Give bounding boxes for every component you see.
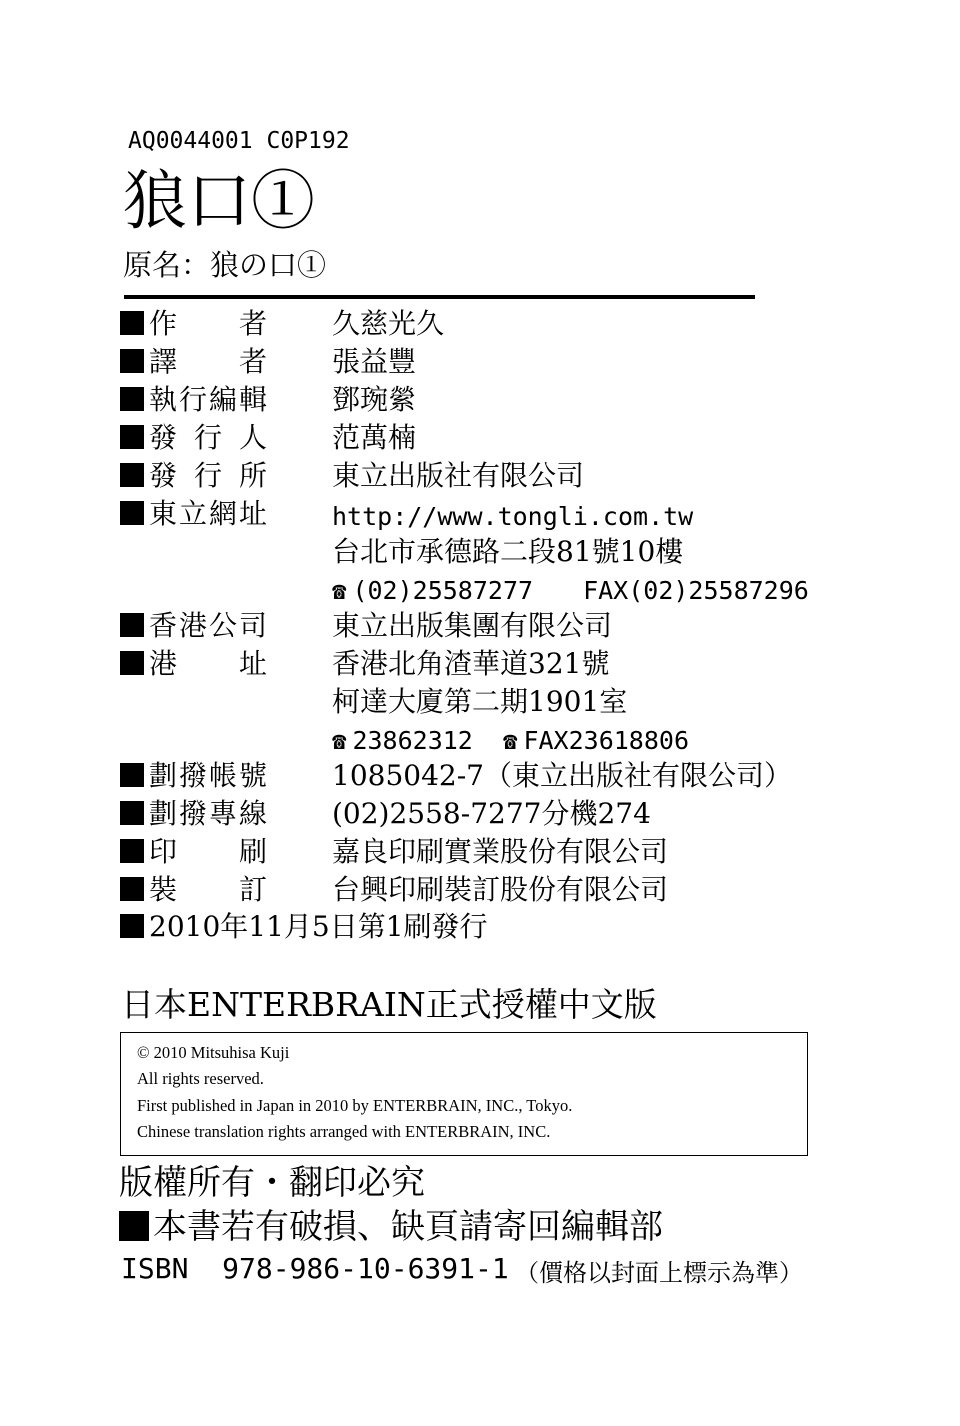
credit-value-printing: 嘉良印刷實業股份有限公司	[332, 835, 669, 868]
credit-value-address-taipei: 台北市承德路二段81號10樓	[332, 535, 684, 568]
isbn: ISBN 978-986-10-6391-1	[121, 1252, 509, 1285]
credit-label-printing: 印 刷	[120, 838, 267, 866]
credit-label-website: 東立網址	[120, 500, 267, 528]
credit-value-author: 久慈光久	[332, 307, 445, 340]
copyright-line: © 2010 Mitsuhisa Kuji	[137, 1043, 290, 1062]
bullet-square	[120, 839, 144, 863]
credit-value-phone-taipei	[332, 578, 809, 603]
credit-label-binding: 裝 訂	[120, 876, 267, 904]
price-note: （價格以封面上標示為準）	[515, 1259, 803, 1287]
credit-label-editor: 執行編輯	[120, 386, 267, 414]
credit-label-publisher: 發 行 人	[120, 424, 267, 452]
credit-label-hk-address: 港 址	[120, 650, 267, 678]
credit-value-hk-address: 香港北角渣華道321號	[332, 647, 610, 680]
telephone-icon: ☎	[502, 727, 518, 755]
credit-label-giro-account: 劃撥帳號	[120, 762, 267, 790]
bullet-square	[120, 463, 144, 487]
license-note: 日本ENTERBRAIN正式授權中文版	[121, 985, 657, 1024]
copyright-box	[120, 1032, 808, 1156]
credit-value-editor: 鄧琬縈	[332, 383, 417, 416]
bullet-square	[120, 877, 144, 901]
credit-value-translator: 張益豐	[332, 345, 417, 378]
phone-number-hk: 23862312	[352, 726, 473, 755]
credit-value-hk-address-2: 柯達大廈第二期1901室	[332, 685, 628, 718]
bullet-square	[120, 651, 144, 675]
bullet-square	[120, 349, 144, 373]
credit-label-hk-company: 香港公司	[120, 612, 267, 640]
bullet-square	[120, 914, 144, 938]
title-divider	[124, 295, 755, 299]
publish-date: 2010年11月5日第1刷發行	[120, 913, 488, 941]
credit-value-binding: 台興印刷裝訂股份有限公司	[332, 873, 669, 906]
credit-value-giro-account: 1085042-7（東立出版社有限公司）	[332, 759, 792, 792]
telephone-icon: ☎	[332, 577, 347, 605]
bullet-square	[120, 801, 144, 825]
credit-value-phone-hk	[332, 728, 689, 753]
first-published-line: First published in Japan in 2010 by ENTERBRAIN, INC., Tokyo.	[137, 1096, 573, 1115]
bullet-square	[120, 613, 144, 637]
damage-notice: 本書若有破損、缺頁請寄回編輯部	[119, 1210, 663, 1244]
credit-value-website[interactable]: http://www.tongli.com.tw	[332, 502, 694, 531]
credit-value-giro-line: (02)2558-7277分機274	[332, 797, 651, 830]
catalog-code: AQ0044001 C0P192	[128, 128, 350, 154]
bullet-square	[120, 425, 144, 449]
bullet-square	[120, 387, 144, 411]
rights-reserved: 版權所有・翻印必究	[119, 1163, 425, 1203]
bullet-square	[120, 501, 144, 525]
bullet-square	[120, 311, 144, 335]
credit-label-author: 作 者	[120, 310, 267, 338]
credit-value-publisher: 范萬楠	[332, 421, 417, 454]
credit-value-hk-company: 東立出版集團有限公司	[332, 609, 613, 642]
phone-fax-text: (02)25587277 FAX(02)25587296	[352, 576, 809, 605]
fax-number-hk: FAX23618806	[523, 726, 690, 755]
original-title: 原名：狼の口①	[123, 248, 327, 282]
book-title: 狼口①	[123, 165, 315, 239]
credit-label-giro-line: 劃撥專線	[120, 800, 267, 828]
telephone-icon: ☎	[332, 727, 347, 755]
credit-value-publishing-house: 東立出版社有限公司	[332, 459, 585, 492]
credit-label-publishing-house: 發 行 所	[120, 462, 267, 490]
rights-line: All rights reserved.	[137, 1069, 264, 1088]
translation-rights-line: Chinese translation rights arranged with ENTERBRAIN, INC.	[137, 1122, 551, 1141]
bullet-square	[119, 1211, 149, 1241]
credit-label-translator: 譯 者	[120, 348, 267, 376]
bullet-square	[120, 763, 144, 787]
